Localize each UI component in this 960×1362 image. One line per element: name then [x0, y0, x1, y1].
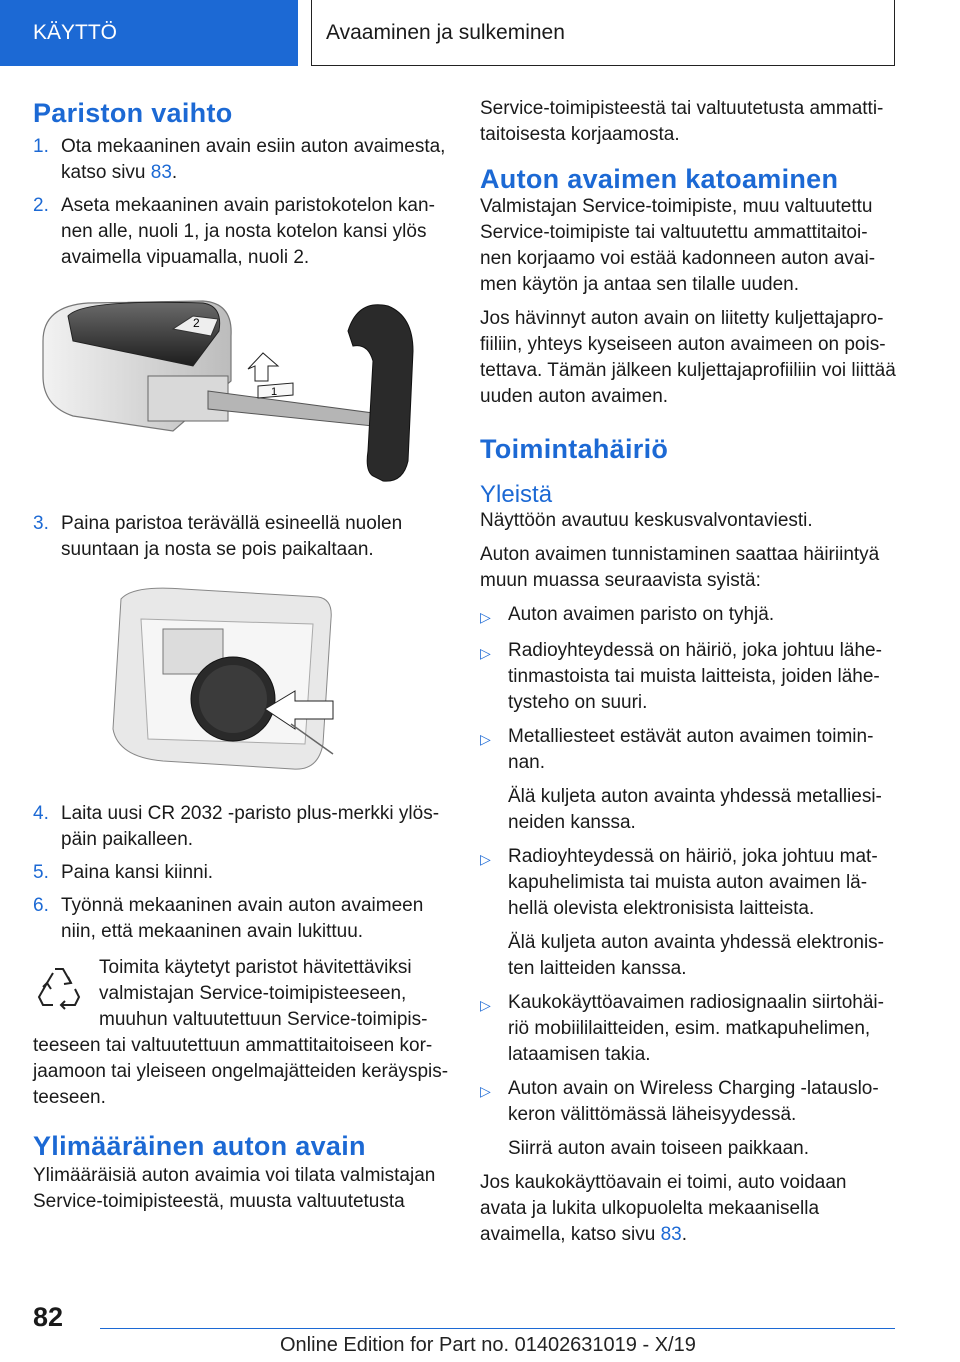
loss-paragraph-2: Jos hävinnyt auton avain on liitetty kuljettajapro-fiiliin, yhteys kyseiseen auton avaimeen on pois-tettava. Tämän jälkeen kuljettajaprofiiliin voi liittää uuden auton avaimen.: [480, 308, 896, 407]
step-text: Paina kansi kiinni.: [61, 862, 214, 883]
cause-text: Auton avain on Wireless Charging -latauslo-keron välittömässä läheisyydessä.: [508, 1078, 879, 1125]
section-tab: [0, 0, 298, 66]
footer-divider: [100, 1328, 895, 1329]
recycle-text-a: Toimita käytetyt paristot hävitettäviksi valmistajan Service-toimipisteeseen, muuhun valtuutettuun Service-toimipis-: [99, 957, 428, 1030]
svg-text:1: 1: [271, 386, 278, 398]
cause-item: [480, 602, 898, 630]
cause-advice: Älä kuljeta auton avainta yhdessä elektronis-ten laitteiden kanssa.: [508, 932, 885, 979]
step-5: [33, 860, 451, 886]
step-suffix: .: [171, 162, 178, 183]
cause-item: [480, 844, 898, 922]
triangle-bullet-icon: ▷: [480, 851, 491, 867]
step-number: 3.: [33, 513, 49, 534]
step-2: [33, 193, 451, 271]
heading-battery: Pariston vaihto: [33, 98, 233, 128]
step-number: 1.: [33, 136, 49, 157]
cause-text: Radioyhteydessä on häiriö, joka johtuu mat-kapuhelimista tai muista auton avaimen lä-hellä olevista elektronisista laitteista.: [508, 846, 878, 919]
final-paragraph: [480, 1170, 898, 1248]
chapter-title: Avaaminen ja sulkeminen: [326, 20, 565, 44]
step-4: [33, 801, 451, 853]
final-text: Jos kaukokäyttöavain ei toimi, auto voidaan avata ja lukita ulkopuolelta mekaanisella avaimella, katso sivu: [480, 1172, 847, 1245]
recycle-text-b: teeseen tai valtuutettuun ammattitaitoiseen kor-jaamoon tai yleiseen ongelmajätteiden keräyspis-teeseen.: [33, 1035, 449, 1108]
general-paragraph-1: Näyttöön avautuu keskusvalvontaviesti.: [480, 510, 813, 531]
battery-illustration: [33, 579, 451, 789]
step-number: 2.: [33, 195, 49, 216]
cause-text: Metalliesteet estävät auton avaimen toimin-nan.: [508, 726, 874, 773]
heading-extra-key: Ylimääräinen auton avain: [33, 1131, 366, 1161]
svg-text:2: 2: [193, 316, 200, 330]
battery-image: [33, 579, 451, 789]
recycle-note: [33, 955, 451, 1111]
cause-text: Auton avaimen paristo on tyhjä.: [508, 604, 775, 625]
cause-text: Radioyhteydessä on häiriö, joka johtuu lähe-tinmastoista tai muista laitteista, joiden lähe-tysteho on suuri.: [508, 640, 882, 713]
step-text: Työnnä mekaaninen avain auton avaimeen niin, että mekaaninen avain lukittuu.: [61, 895, 424, 942]
triangle-bullet-icon: ▷: [480, 1083, 491, 1099]
step-number: 4.: [33, 803, 49, 824]
key-opening-illustration: [33, 291, 451, 491]
cause-item: [480, 990, 898, 1068]
page-link[interactable]: 83: [660, 1224, 682, 1245]
continued-text: Service-toimipisteestä tai valtuutetusta ammatti-taitoisesta korjaamosta.: [480, 98, 884, 145]
left-column: [33, 100, 451, 1215]
cause-list: [480, 602, 898, 1162]
extra-key-text: Ylimääräisiä auton avaimia voi tilata valmistajan Service-toimipisteestä, muusta valtuutetusta: [33, 1165, 436, 1212]
triangle-bullet-icon: ▷: [480, 731, 491, 747]
chapter-header: [311, 0, 895, 66]
page-number: 82: [33, 1302, 64, 1332]
cause-item: [480, 1076, 898, 1128]
key-opening-image: [33, 291, 451, 491]
step-number: 5.: [33, 862, 49, 883]
general-paragraph-2: Auton avaimen tunnistaminen saattaa häiriintyä muun muassa seuraavista syistä:: [480, 544, 880, 591]
step-text: Laita uusi CR 2032 -paristo plus-merkki ylös-päin paikalleen.: [61, 803, 440, 850]
heading-general: Yleistä: [480, 481, 553, 508]
page-link[interactable]: 83: [150, 162, 172, 183]
triangle-bullet-icon: ▷: [480, 645, 491, 661]
step-1: [33, 134, 451, 186]
triangle-bullet-icon: ▷: [480, 609, 491, 625]
recycle-icon: [33, 955, 99, 1033]
heading-key-loss: Auton avaimen katoaminen: [480, 164, 839, 194]
cause-item: [480, 638, 898, 716]
step-6: [33, 893, 451, 945]
cause-item: [480, 724, 898, 776]
section-title: KÄYTTÖ: [33, 21, 118, 44]
final-suffix: .: [681, 1224, 687, 1245]
step-number: 6.: [33, 895, 49, 916]
step-text: Aseta mekaaninen avain paristokotelon kan-nen alle, nuoli 1, ja nosta kotelon kansi ylös avaimella vipuamalla, nuoli 2.: [61, 195, 435, 268]
cause-advice: Älä kuljeta auton avainta yhdessä metalliesi-neiden kanssa.: [508, 786, 882, 833]
right-column: [480, 96, 898, 1248]
step-3: [33, 511, 451, 563]
cause-text: Kaukokäyttöavaimen radiosignaalin siirtohäi-riö mobiililaitteiden, esim. matkapuhelimen, lataamisen takia.: [508, 992, 884, 1065]
heading-malfunction: Toimintahäiriö: [480, 434, 669, 464]
footer-edition: Online Edition for Part no. 01402631019 - X/19: [280, 1334, 696, 1356]
loss-paragraph-1: Valmistajan Service-toimipiste, muu valtuutettu Service-toimipiste tai valtuutettu ammattitaitoi-nen korjaamo voi estää kadonneen auton avai-men käytön ja antaa sen tilalle uuden.: [480, 196, 876, 295]
step-text: Paina paristoa terävällä esineellä nuolen suuntaan ja nosta se pois paikaltaan.: [61, 513, 403, 560]
triangle-bullet-icon: ▷: [480, 997, 491, 1013]
step-text: Ota mekaaninen avain esiin auton avaimesta, katso sivu: [61, 136, 446, 183]
cause-advice: Siirrä auton avain toiseen paikkaan.: [508, 1138, 810, 1159]
